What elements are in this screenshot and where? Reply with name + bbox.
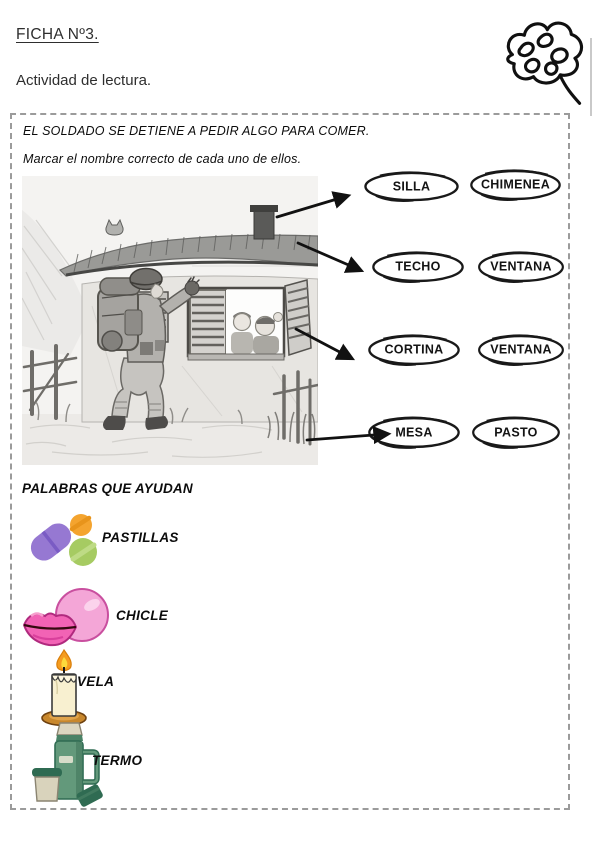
option-oval-ventana-1[interactable] xyxy=(476,250,566,284)
option-label: VENTANA xyxy=(490,342,552,357)
option-oval-silla[interactable] xyxy=(362,170,461,203)
pills-icon xyxy=(24,512,106,568)
option-oval-pasto[interactable] xyxy=(470,415,562,450)
option-oval-chimenea[interactable] xyxy=(468,168,563,202)
option-oval-cortina[interactable] xyxy=(366,333,462,367)
page-title: FICHA Nº3. xyxy=(16,26,99,43)
helper-label-chicle: CHICLE xyxy=(116,608,169,623)
page-edge-mark xyxy=(590,38,592,116)
option-label: CHIMENEA xyxy=(480,177,551,192)
instruction-secondary: Marcar el nombre correcto de cada uno de ellos. xyxy=(23,152,302,166)
helper-label-termo: TERMO xyxy=(92,753,143,768)
helper-section-title: PALABRAS QUE AYUDAN xyxy=(22,481,193,496)
option-oval-ventana-2[interactable] xyxy=(476,333,566,367)
brain-icon xyxy=(494,10,586,112)
option-label: SILLA xyxy=(392,178,431,193)
soldier-cottage-illustration xyxy=(22,176,318,465)
helper-label-pastillas: PASTILLAS xyxy=(102,530,179,545)
option-label: PASTO xyxy=(494,424,538,439)
bubble-gum-icon xyxy=(19,585,113,655)
option-label: MESA xyxy=(395,424,433,439)
helper-label-vela: VELA xyxy=(77,674,115,689)
instruction-primary: EL SOLDADO SE DETIENE A PEDIR ALGO PARA COMER. xyxy=(23,124,370,138)
option-oval-techo[interactable] xyxy=(370,250,466,284)
option-label: CORTINA xyxy=(384,342,444,357)
option-oval-mesa[interactable] xyxy=(366,415,462,450)
page-subtitle: Actividad de lectura. xyxy=(16,72,152,89)
option-label: TECHO xyxy=(395,259,441,274)
option-label: VENTANA xyxy=(490,259,552,274)
